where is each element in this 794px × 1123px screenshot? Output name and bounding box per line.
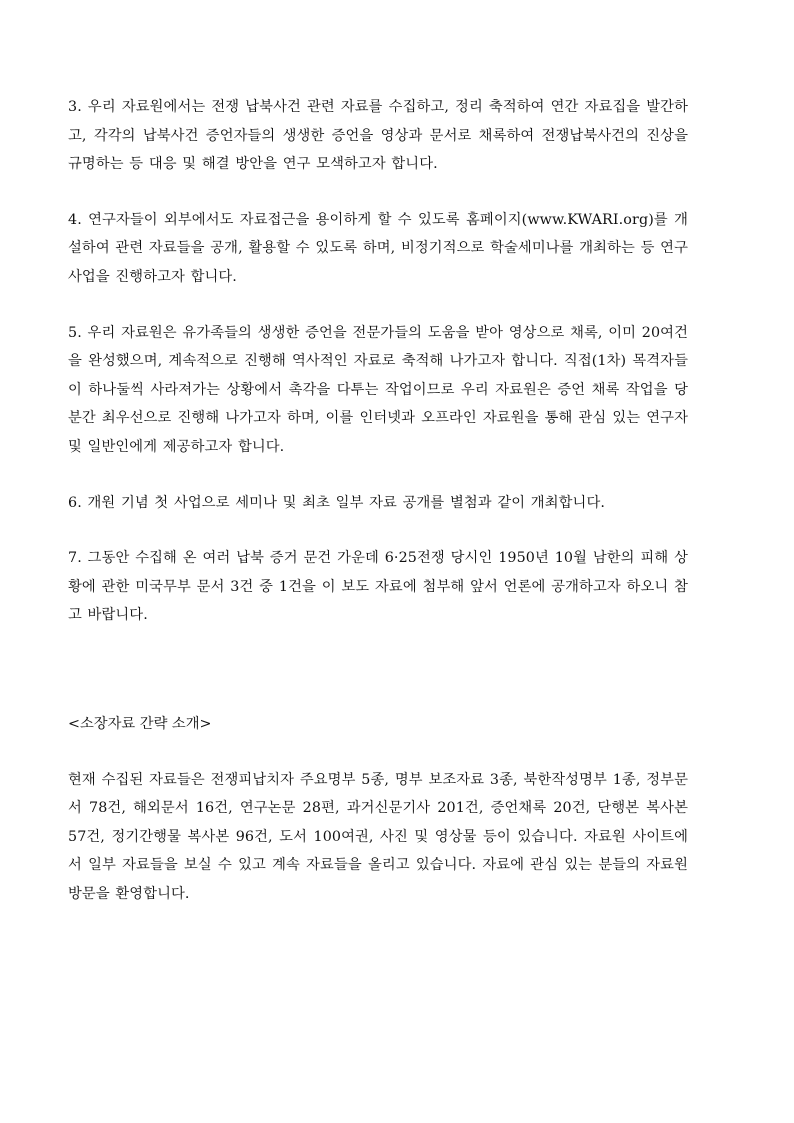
paragraph-3: 3. 우리 자료원에서는 전쟁 납북사건 관련 자료를 수집하고, 정리 축적하여 연간 자료집을 발간하고, 각각의 납북사건 증언자들의 생생한 증언을 영상과 문서로 채록하여 전쟁납북사건의 진상을 규명하는 등 대응 및 해결 방안을 연구 모색하고자 합니다. — [68, 99, 688, 173]
paragraph-gap — [68, 462, 688, 489]
paragraph-6: 6. 개원 기념 첫 사업으로 세미나 및 최초 일부 자료 공개를 별첨과 같이 개최합니다. — [68, 494, 606, 511]
collection-body: 현재 수집된 자료들은 전쟁피납치자 주요명부 5종, 명부 보조자료 3종, 북한작성명부 1종, 정부문서 78건, 해외문서 16건, 연구논문 28편, 과거신문기사 201건, 증언채록 20건, 단행본 복사본 57건, 정기간행물 복사본 96건, 도서 100여권, 사진 및 영상물 등이 있습니다. 자료원 사이트에서 일부 자료들을 보실 수 있고 계속 자료들을 올리고 있습니다. 자료에 관심 있는 분들의 자료원 방문을 환영합니다. — [68, 771, 688, 902]
paragraph-7: 7. 그동안 수집해 온 여러 납북 증거 문건 가운데 6·25전쟁 당시인 1950년 10월 남한의 피해 상황에 관한 미국무부 문서 3건 중 1건을 이 보도 자료에 첨부해 앞서 언론에 공개하고자 하오니 참고 바랍니다. — [68, 550, 688, 624]
paragraph-gap — [68, 292, 688, 319]
paragraph-gap — [68, 517, 688, 544]
collection-heading: <소장자료 간략 소개> — [68, 715, 212, 732]
paragraph-gap — [68, 739, 688, 766]
paragraph-4: 4. 연구자들이 외부에서도 자료접근을 용이하게 할 수 있도록 홈페이지(www.KWARI.org)를 개설하여 관련 자료들을 공개, 활용할 수 있도록 하며, 비정기적으로 학술세미나를 개최하는 등 연구 사업을 진행하고자 합니다. — [68, 211, 688, 285]
paragraph-gap — [68, 179, 688, 206]
paragraph-5: 5. 우리 자료원은 유가족들의 생생한 증언을 전문가들의 도움을 받아 영상으로 채록, 이미 20여건을 완성했으며, 계속적으로 진행해 역사적인 자료로 축적해 나가고자 합니다. 직접(1차) 목격자들이 하나둘씩 사라져가는 상황에서 촉각을 다투는 작업이므로 우리 자료원은 증언 채록 작업을 당분간 최우선으로 진행해 나가고자 하며, 이를 인터넷과 오프라인 자료원을 통해 관심 있는 연구자 및 일반인에게 제공하고자 합니다. — [68, 324, 688, 455]
document-page — [68, 93, 688, 908]
section-gap — [68, 630, 688, 710]
